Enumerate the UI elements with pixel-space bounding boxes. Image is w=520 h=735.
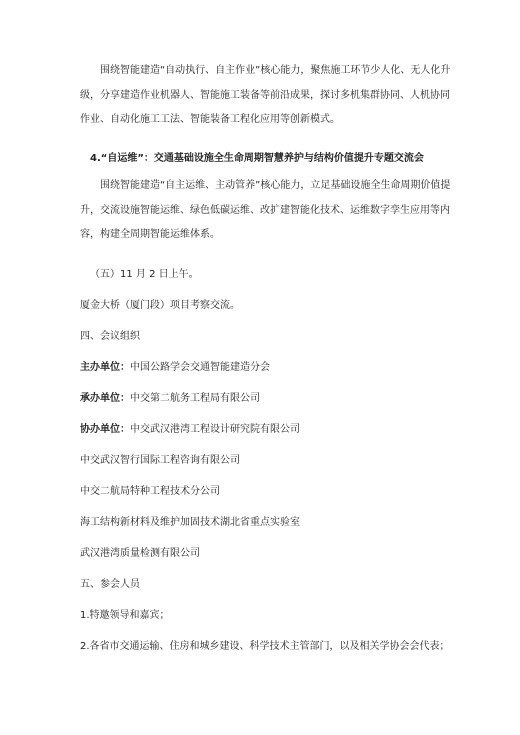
- section-heading-attendees: 五、参会人员: [80, 579, 140, 590]
- co-organizer-4: 海工结构新材料及维护加固技术湖北省重点实验室: [80, 517, 300, 528]
- co-organizer-unit-row: [80, 421, 452, 439]
- co-organizer-2: 中交武汉智行国际工程咨询有限公司: [80, 455, 240, 466]
- organizer-unit-value: 中交第二航务工程局有限公司: [130, 393, 260, 404]
- attendee-item-1: 1.特邀领导和嘉宾；: [80, 610, 170, 621]
- organizer-unit-row: [80, 390, 452, 408]
- host-unit-row: [80, 359, 452, 377]
- section-heading-organization: 四、会议组织: [80, 331, 140, 342]
- heading-self-maintenance: 4.“自运维”：交通基础设施全生命周期智慧养护与结构价值提升专题交流会: [90, 153, 424, 164]
- paragraph-smart-construction: 围绕智能建造“自动执行、自主作业”核心能力，聚焦施工环节少人化、无人化升级，分享建造作业机器人、智能施工装备等前沿成果，探讨多机集群协同、人机协同作业、自动化施工工法、智能装备工程化应用等创新模式。: [80, 65, 451, 125]
- host-unit-value: 中国公路学会交通智能建造分会: [130, 362, 270, 373]
- co-organizer-unit-value: 中交武汉港湾工程设计研究院有限公司: [130, 424, 300, 435]
- co-organizer-3: 中交二航局特种工程技术分公司: [80, 486, 220, 497]
- co-organizer-unit-label: 协办单位：: [80, 424, 130, 435]
- schedule-item-five: （五）11 月 2 日上午。: [90, 269, 199, 280]
- site-visit-text: 厦金大桥（厦门段）项目考察交流。: [80, 300, 240, 311]
- paragraph-maintenance: 围绕智能建造“自主运维、主动管养”核心能力，立足基础设施全生命周期价值提升，交流设施智能运维、绿色低碳运维、改扩建智能化技术、运维数字孪生应用等内容，构建全周期智能运维体系。: [80, 180, 451, 240]
- organizer-unit-label: 承办单位：: [80, 393, 130, 404]
- co-organizer-5: 武汉港湾质量检测有限公司: [80, 548, 200, 559]
- host-unit-label: 主办单位：: [80, 362, 130, 373]
- attendee-item-2: 2.各省市交通运输、住房和城乡建设、科学技术主管部门，以及相关学协会会代表；: [80, 641, 450, 652]
